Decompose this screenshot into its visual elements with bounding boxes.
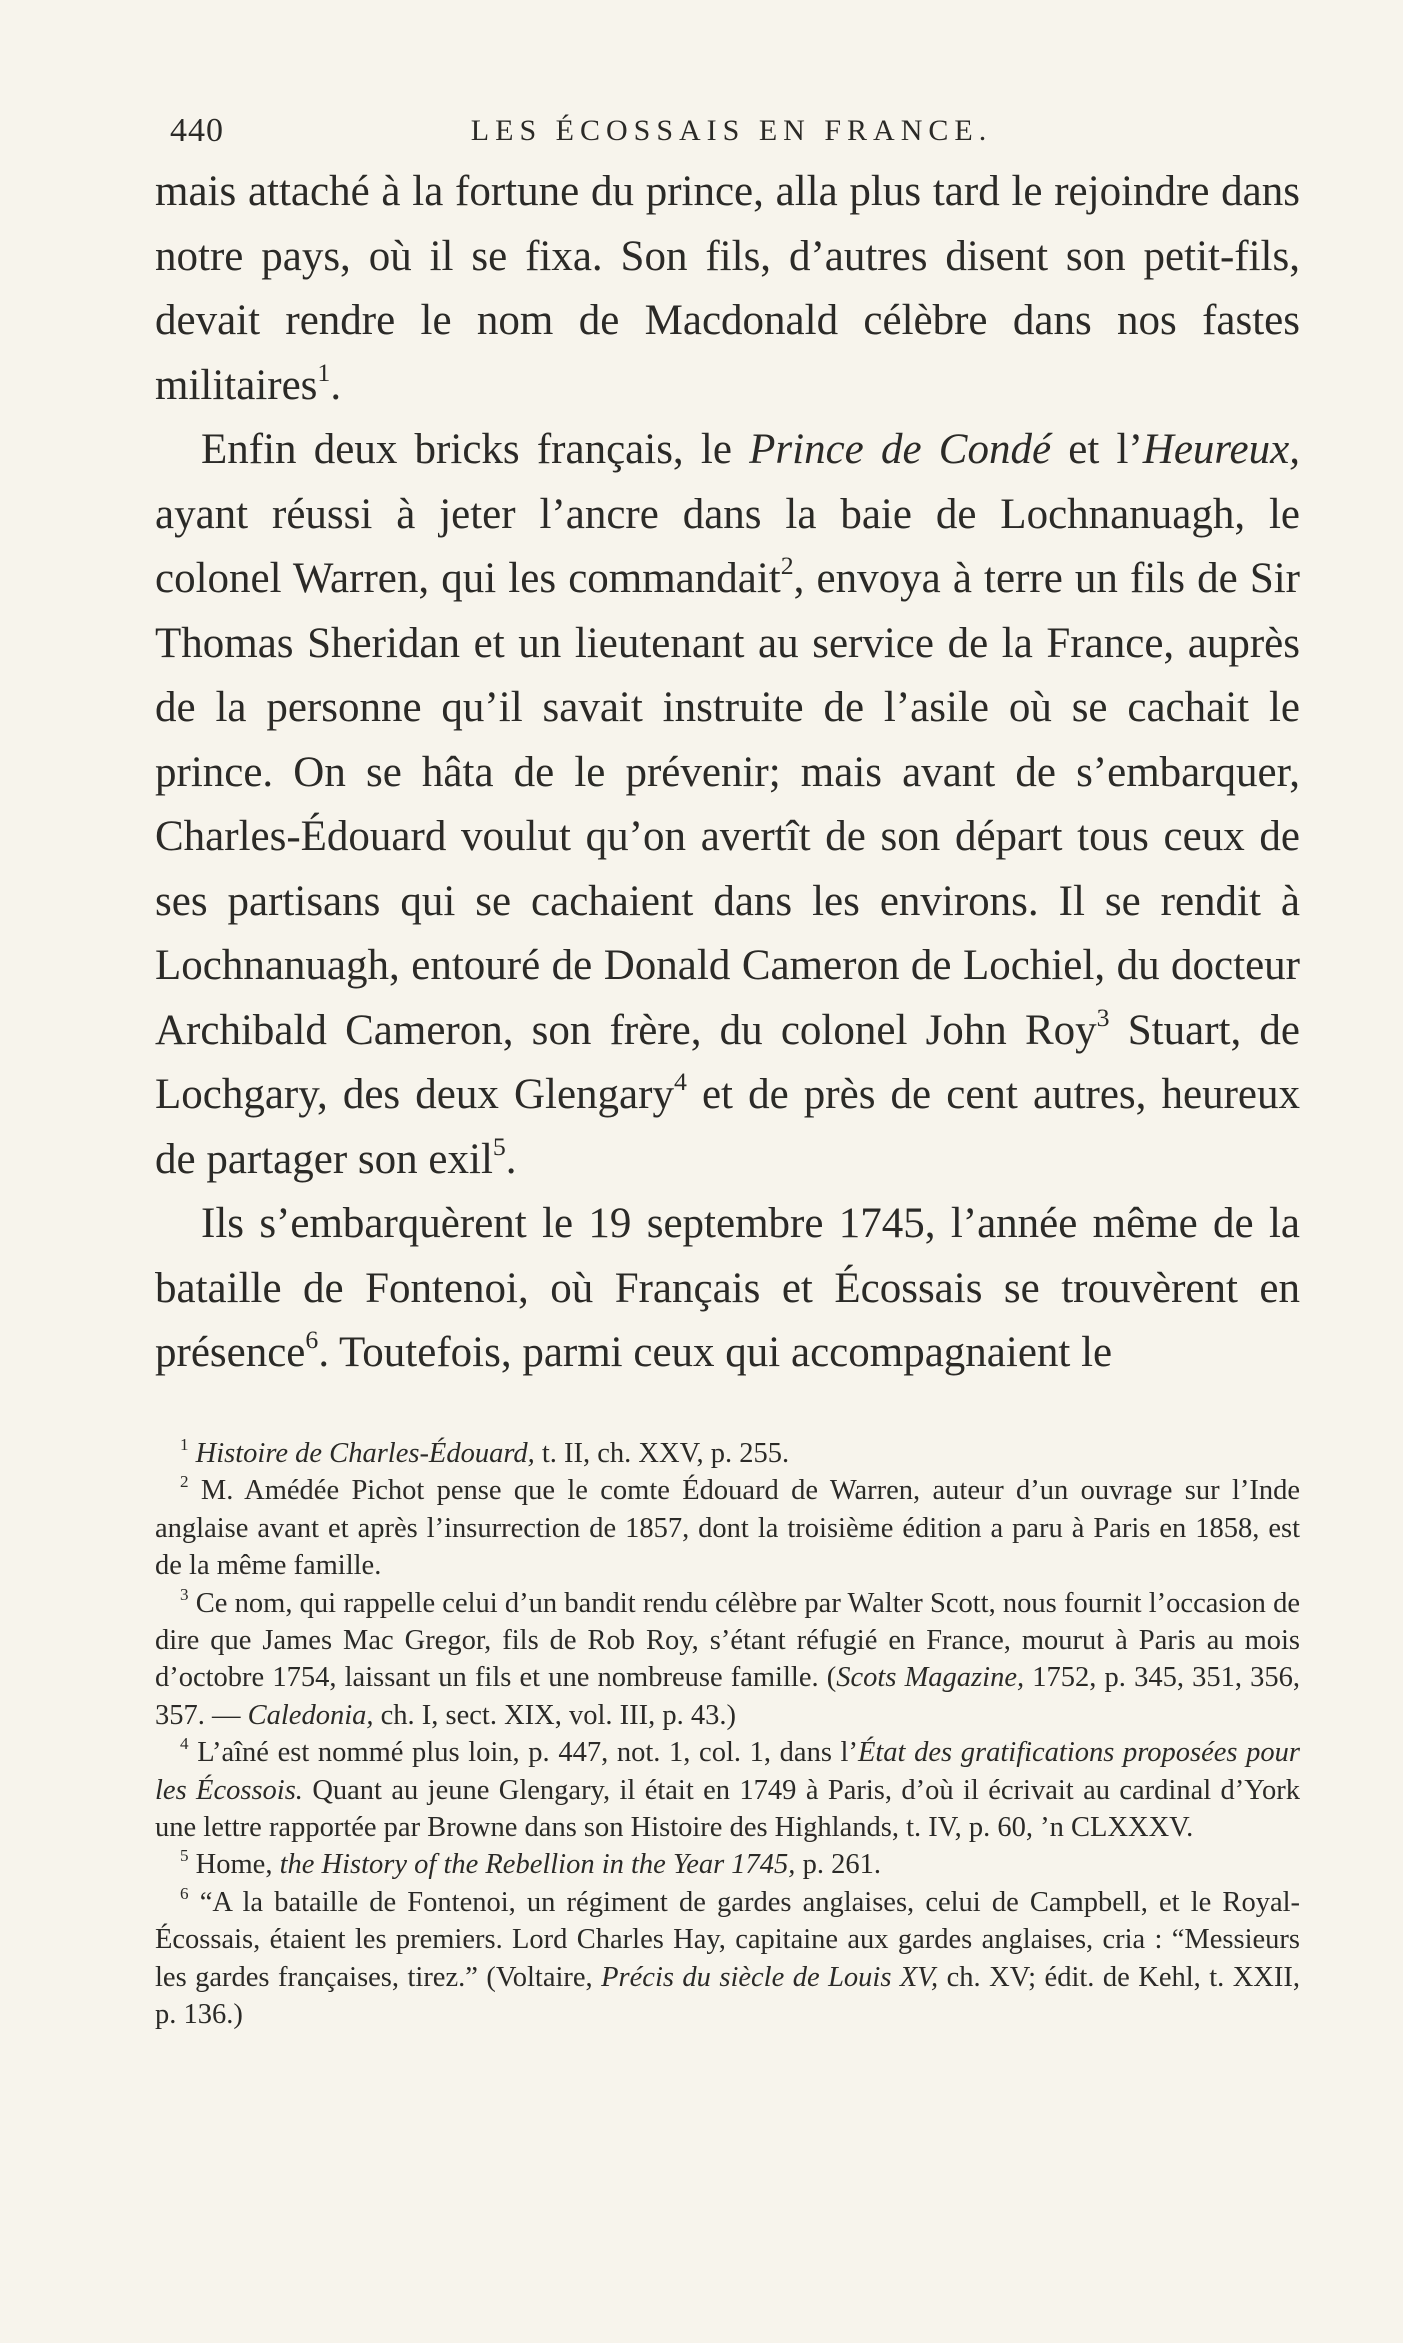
footnote-ref-3: 3 bbox=[1096, 1002, 1110, 1032]
footnote-ref-4: 4 bbox=[673, 1066, 687, 1096]
paragraph-1: mais attaché à la fortune du prince, alla plus tard le rejoindre dans notre pays, où il se fixa. Son fils, d’autres disent son petit-fils, devait rendre le nom de Macdonald célèbre dans nos fastes militaires$^1$. bbox=[155, 168, 1300, 409]
paragraph-3: Ils s’embarquèrent le 19 septembre 1745, l’année même de la bataille de Fontenoi, où Français et Écossais se trouvèrent en présence$^6$. Toutefois, parmi ceux qui accompagnaient le bbox=[155, 1200, 1300, 1376]
footnote-5: $^5$ Home, the History of the Rebellion in the Year 1745, p. 261. bbox=[180, 1846, 881, 1881]
footnote-1: $^1$ Histoire de Charles-Édouard, t. II, ch. XXV, p. 255. bbox=[180, 1435, 790, 1469]
main-text bbox=[155, 160, 1300, 1386]
footnote-3: $^3$ Ce nom, qui rappelle celui d’un bandit rendu célèbre par Walter Scott, nous fournit l’occasion de dire que James Mac Gregor, fils de Rob Roy, s’étant réfugié en France, mourut à Paris au mois d’octobre 1754, laissant un fils et une nombreuse famille. (Scots Magazine, 1752, p. 345, 351, 356, 357. — Caledonia, ch. I, sect. XIX, vol. III, p. 43.) bbox=[155, 1584, 1301, 1731]
page-header bbox=[170, 112, 1293, 152]
footnote-ref-1: 1 bbox=[317, 357, 331, 387]
footnote-ref-6: 6 bbox=[305, 1324, 319, 1354]
ship-name-heureux: Heureux, bbox=[1142, 426, 1300, 473]
page-number: 440 bbox=[170, 112, 224, 149]
running-title: LES ÉCOSSAIS EN FRANCE. bbox=[470, 114, 993, 147]
ship-name-prince-de-conde: Prince de Condé bbox=[749, 426, 1052, 473]
paragraph-2: Enfin deux bricks français, le Prince de Condé et l’Heureux, ayant réussi à jeter l’ancre dans la baie de Lochnanuagh, le colonel Warren, qui les commandait$^2$, envoya à terre un fils de Sir Thomas Sheridan et un lieutenant au service de la France, auprès de la personne qu’il savait instruite de l’asile où se cachait le prince. On se hâta de le prévenir; mais avant de s’embarquer, Charles-Édouard voulut qu’on avertît de son départ tous ceux de ses partisans qui se cachaient dans les environs. Il se rendit à Lochnanuagh, entouré de Donald Cameron de Lochiel, du docteur Archibald Cameron, son frère, du colonel John Roy$^3$ Stuart, de Lochgary, des deux Glengary$^4$ et de près de cent autres, heureux de partager son exil$^5$. bbox=[155, 426, 1301, 1183]
footnote-ref-2: 2 bbox=[780, 550, 794, 580]
footnote-4: $^4$ L’aîné est nommé plus loin, p. 447, not. 1, col. 1, dans l’État des gratifications proposées pour les Écossois. Quant au jeune Glengary, il était en 1749 à Paris, d’où il écrivait au cardinal d’York une lettre rapportée par Browne dans son Histoire des Highlands, t. IV, p. 60, ’n CLXXXV. bbox=[155, 1734, 1301, 1844]
footnote-ref-5: 5 bbox=[492, 1131, 506, 1161]
footnotes bbox=[155, 1435, 1300, 2034]
footnote-6: $^6$ “A la bataille de Fontenoi, un régiment de gardes anglaises, celui de Campbell, et le Royal-Écossais, étaient les premiers. Lord Charles Hay, capitaine aux gardes anglaises, cria : “Messieurs les gardes françaises, tirez.” (Voltaire, Précis du siècle de Louis XV, ch. XV; édit. de Kehl, t. XXII, p. 136.) bbox=[155, 1883, 1300, 2031]
footnote-2: $^2$ M. Amédée Pichot pense que le comte Édouard de Warren, auteur d’un ouvrage sur l’Inde anglaise avant et après l’insurrection de 1857, dont la troisième édition a paru à Paris en 1858, est de la même famille. bbox=[155, 1472, 1301, 1582]
